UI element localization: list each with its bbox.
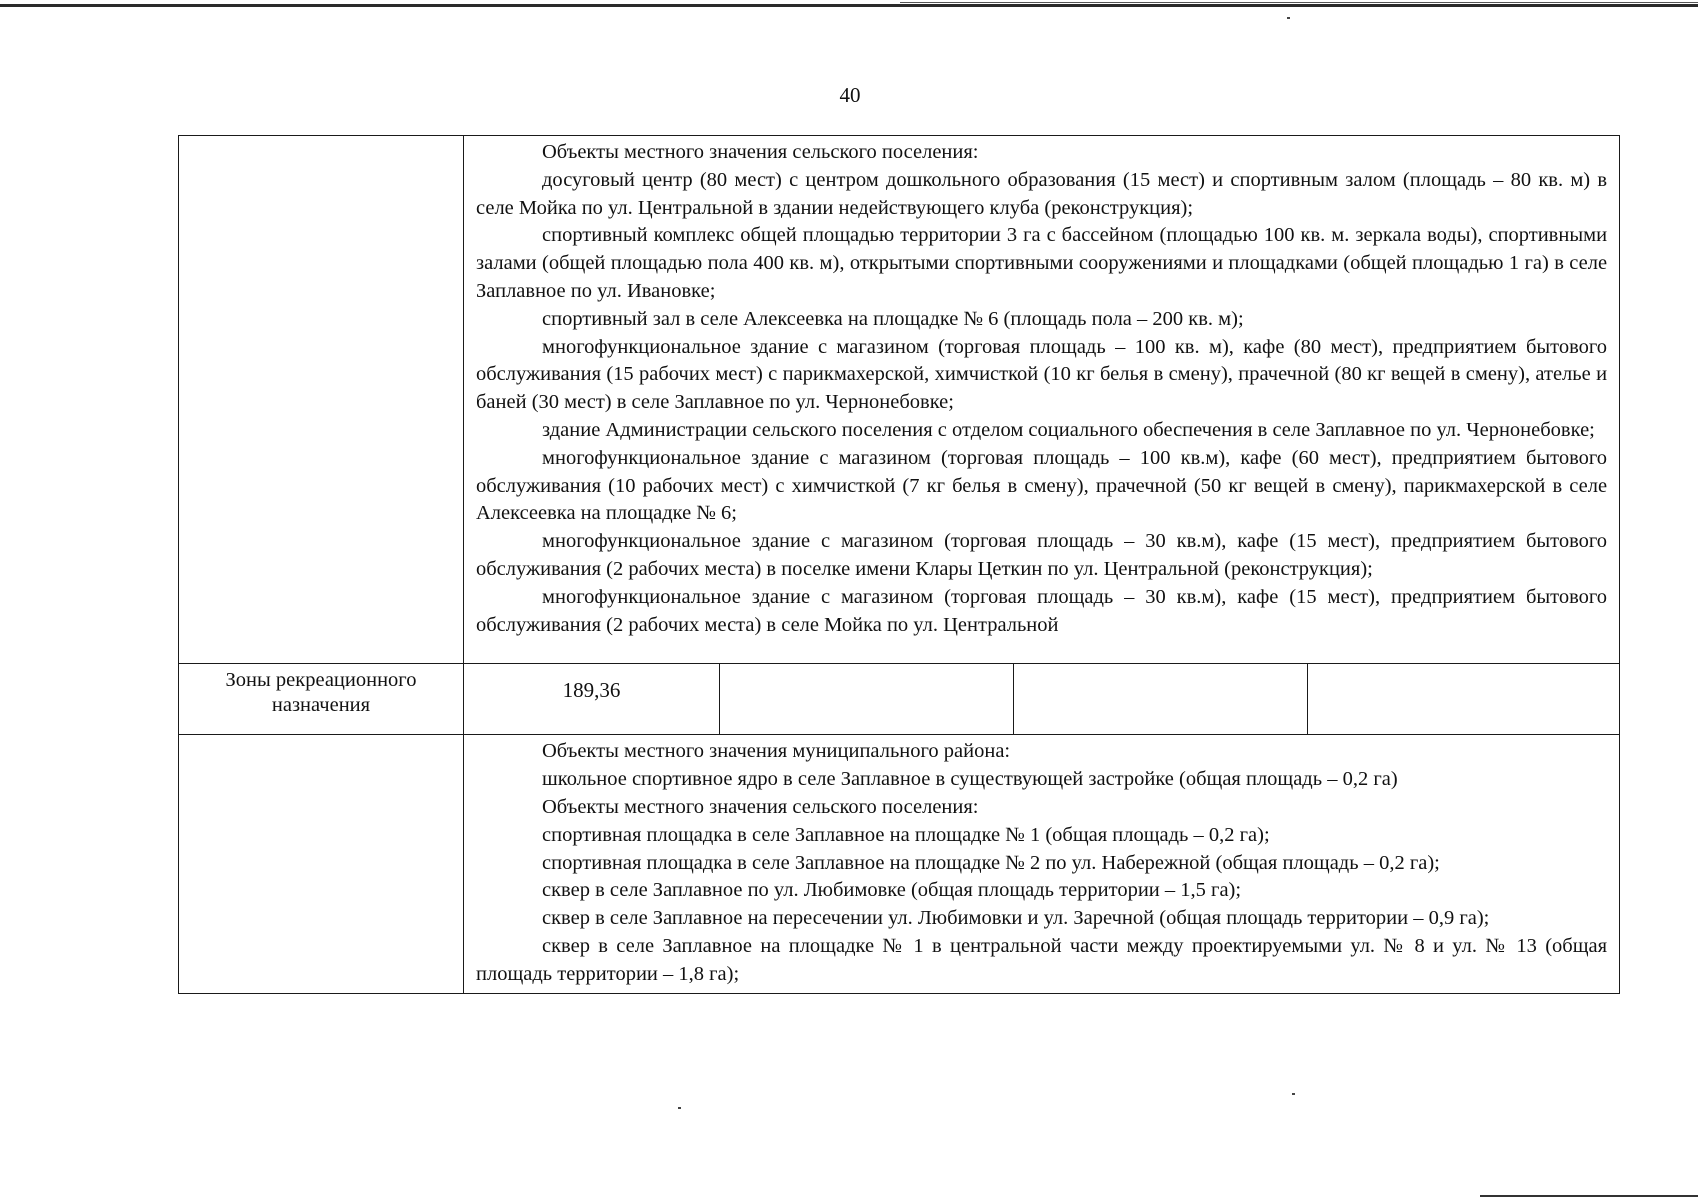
objects-cell-top — [464, 136, 1620, 664]
section-heading: Объекты местного значения сельского поселения: — [542, 141, 979, 163]
zone-area-value: 189,36 — [464, 664, 720, 735]
document-table — [178, 135, 1620, 994]
object-item: спортивная площадка в селе Заплавное на площадке № 2 по ул. Набережной (общая площадь – 0,2 га); — [542, 851, 1440, 874]
object-item: спортивный зал в селе Алексеевка на площадке № 6 (площадь пола – 200 кв. м); — [542, 307, 1244, 330]
object-item: многофункциональное здание с магазином (торговая площадь – 100 кв.м), кафе (60 мест), предприятием бытового обслуживания (10 рабочих мест) с химчисткой (7 кг белья в смену), прачечной (50 кг вещей в смену), парикмахерской в селе Алексеевка на площадке № 6; — [476, 446, 1608, 525]
object-item: многофункциональное здание с магазином (торговая площадь – 100 кв. м), кафе (80 мест), предприятием бытового обслуживания (15 рабочих мест) с парикмахерской, химчисткой (10 кг белья в смену), прачечной (80 кг вещей в смену), ателье и баней (30 мест) в селе Заплавное по ул. Чернонебовке; — [476, 335, 1608, 414]
page-number: 40 — [839, 83, 861, 107]
object-item: спортивный комплекс общей площадью территории 3 га с бассейном (площадью 100 кв. м. зеркала воды), спортивными залами (общей площадью пола 400 кв. м), открытыми спортивными сооружениями и площадками (общей площадью 1 га) в селе Заплавное по ул. Ивановке; — [476, 224, 1608, 302]
empty-cell — [1308, 664, 1620, 735]
table-row-bottom-objects — [179, 735, 1620, 993]
zone-name-cell-empty — [179, 735, 464, 993]
object-item: здание Администрации сельского поселения с отделом социального обеспечения в селе Заплавное по ул. Чернонебовке; — [542, 418, 1595, 441]
empty-cell — [1014, 664, 1308, 735]
table-row-top-objects — [179, 136, 1620, 664]
object-item: досуговый центр (80 мест) с центром дошкольного образования (15 мест) и спортивным залом (площадь – 80 кв. м) в селе Мойка по ул. Центральной в здании недействующего клуба (реконструкция); — [476, 168, 1608, 219]
object-item: школьное спортивное ядро в селе Заплавное в существующей застройке (общая площадь – 0,2 га) — [542, 768, 1398, 791]
object-item: многофункциональное здание с магазином (торговая площадь – 30 кв.м), кафе (15 мест), предприятием бытового обслуживания (2 рабочих места) в поселке имени Клары Цеткин по ул. Центральной (реконструкция); — [476, 530, 1608, 580]
object-item: многофункциональное здание с магазином (торговая площадь – 30 кв.м), кафе (15 мест), предприятием бытового обслуживания (2 рабочих места) в селе Мойка по ул. Центральной — [476, 585, 1608, 636]
scan-edge-line — [900, 2, 1698, 3]
object-item: спортивная площадка в селе Заплавное на площадке № 1 (общая площадь – 0,2 га); — [542, 823, 1270, 846]
object-item: сквер в селе Заплавное по ул. Любимовке (общая площадь территории – 1,5 га); — [542, 879, 1242, 902]
zone-name-cell-empty — [179, 136, 464, 664]
table-row-zone — [179, 664, 1620, 735]
scan-speck — [1287, 17, 1290, 19]
section-heading: Объекты местного значения сельского поселения: — [542, 795, 979, 818]
object-item: сквер в селе Заплавное на площадке № 1 в центральной части между проектируемыми ул. № 8 и ул. № 13 (общая площадь территории – 1,8 га); — [476, 934, 1608, 985]
zone-label-cell: Зоны рекреационного назначения — [179, 664, 464, 735]
scan-edge-top — [0, 4, 1698, 7]
objects-cell-bottom — [464, 735, 1620, 993]
scan-speck — [1292, 1093, 1295, 1095]
object-item: сквер в селе Заплавное на пересечении ул. Любимовки и ул. Заречной (общая площадь территории – 0,9 га); — [542, 907, 1490, 930]
section-heading: Объекты местного значения муниципального района: — [542, 740, 1011, 763]
empty-cell — [720, 664, 1014, 735]
scan-speck — [678, 1107, 681, 1109]
scan-edge-bottom — [1480, 1195, 1698, 1197]
